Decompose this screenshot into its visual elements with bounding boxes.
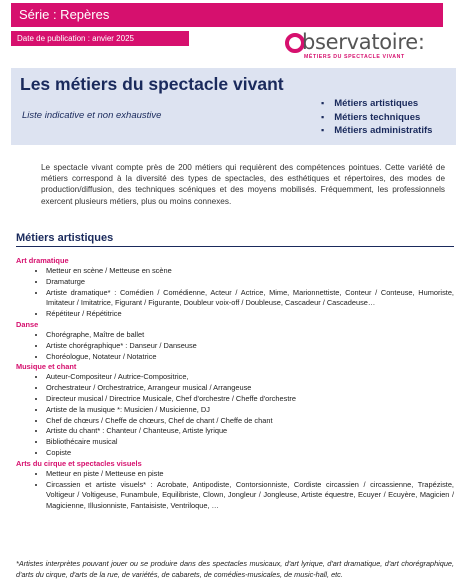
list-item: • Artiste chorégraphique* : Danseur / Danseuse	[46, 341, 454, 352]
list-item: • Metteur en piste / Metteuse en piste	[46, 469, 454, 480]
logo-wordmark: bservatoire:	[302, 30, 425, 54]
series-label: Série : Repères	[19, 7, 110, 22]
list-item: • Dramaturge	[46, 277, 454, 288]
category-item: ▪ Métiers artistiques	[321, 97, 432, 111]
list-item: • Artiste dramatique* : Comédien / Comédienne, Acteur / Actrice, Mime, Marionnettiste, Conteur / Conteuse, Humoriste, Imitateur / Imitatrice, Figurant / Figurante, Doubleur voix-off / Doubleuse, Cascadeur / Cascadeuse…	[46, 288, 454, 310]
list-item: • Choréologue, Notateur / Notatrice	[46, 352, 454, 363]
subsection-title: Danse	[16, 319, 39, 329]
job-list	[16, 372, 454, 458]
publication-date: Date de publication : anvier 2025	[17, 34, 134, 43]
job-list	[16, 330, 454, 362]
subsection-title: Art dramatique	[16, 256, 69, 265]
section-heading: Métiers artistiques	[16, 232, 454, 247]
list-item: • Répétiteur / Répétitrice	[46, 309, 454, 320]
list-item: • Artiste du chant* : Chanteur / Chanteuse, Artiste lyrique	[46, 426, 454, 437]
list-item: • Chef de chœurs / Cheffe de chœurs, Chef de chant / Cheffe de chant	[46, 416, 454, 427]
page-subtitle: Liste indicative et non exhaustive	[22, 110, 162, 121]
category-list	[321, 97, 432, 138]
logo-subtitle: MÉTIERS DU SPECTACLE VIVANT	[304, 54, 405, 60]
list-item: • Orchestrateur / Orchestratrice, Arrangeur musical / Arrangeuse	[46, 383, 454, 394]
page-title: Les métiers du spectacle vivant	[20, 74, 284, 94]
job-sections	[16, 256, 454, 512]
job-list	[16, 266, 454, 320]
list-item: • Artiste de la musique *: Musicien / Musicienne, DJ	[46, 405, 454, 416]
list-item: • Auteur-Compositeur / Autrice-Compositrice,	[46, 372, 454, 383]
list-item: • Directeur musical / Directrice Musicale, Chef d'orchestre / Cheffe d'orchestre	[46, 394, 454, 405]
footnote: *Artistes interprètes pouvant jouer ou se produire dans des spectacles musicaux, d'art lyrique, d'art dramatique, d'art chorégraphique, d'arts du cirque, d'arts de la rue, de variétés, de cabarets, de comédies-musicales, de music-hall, etc.	[16, 559, 454, 579]
list-item: • Chorégraphe, Maître de ballet	[46, 330, 454, 341]
observatoire-logo	[285, 30, 445, 61]
subsection-title: Arts du cirque et spectacles visuels	[16, 458, 142, 468]
intro-paragraph: Le spectacle vivant compte près de 200 métiers qui requièrent des compétences pointues. Cette variété de métiers correspond à la diversité des types de spectacles, des esthétiques et répertoires, des modes de production/diffusion, des techniques scéniques et des moyens mobilisés. Fréquemment, les professionnels exercent plusieurs métiers, plus ou moins connexes.	[41, 163, 445, 206]
subsection-title: Musique et chant	[16, 362, 77, 372]
list-item: • Copiste	[46, 448, 454, 459]
title-box	[11, 68, 456, 145]
publication-date-banner	[11, 31, 189, 46]
list-item: • Bibliothécaire musical	[46, 437, 454, 448]
category-item: ▪ Métiers techniques	[321, 111, 432, 125]
category-item: ▪ Métiers administratifs	[321, 124, 432, 138]
list-item: • Metteur en scène / Metteuse en scène	[46, 266, 454, 277]
list-item: • Circassien et artiste visuels* : Acrobate, Antipodiste, Contorsionniste, Cordiste circassien / circassienne, Trapéziste, Voltigeur / Voltigeuse, Funambule, Equilibriste, Clown, Jongleur / Jongleuse, Artiste équestre, Ecuyer / Ecuyère, Magicien / Magicienne, Illusionniste, Fantaisiste, Ventriloque, …	[46, 480, 454, 512]
job-list	[16, 469, 454, 512]
series-banner	[11, 3, 443, 27]
